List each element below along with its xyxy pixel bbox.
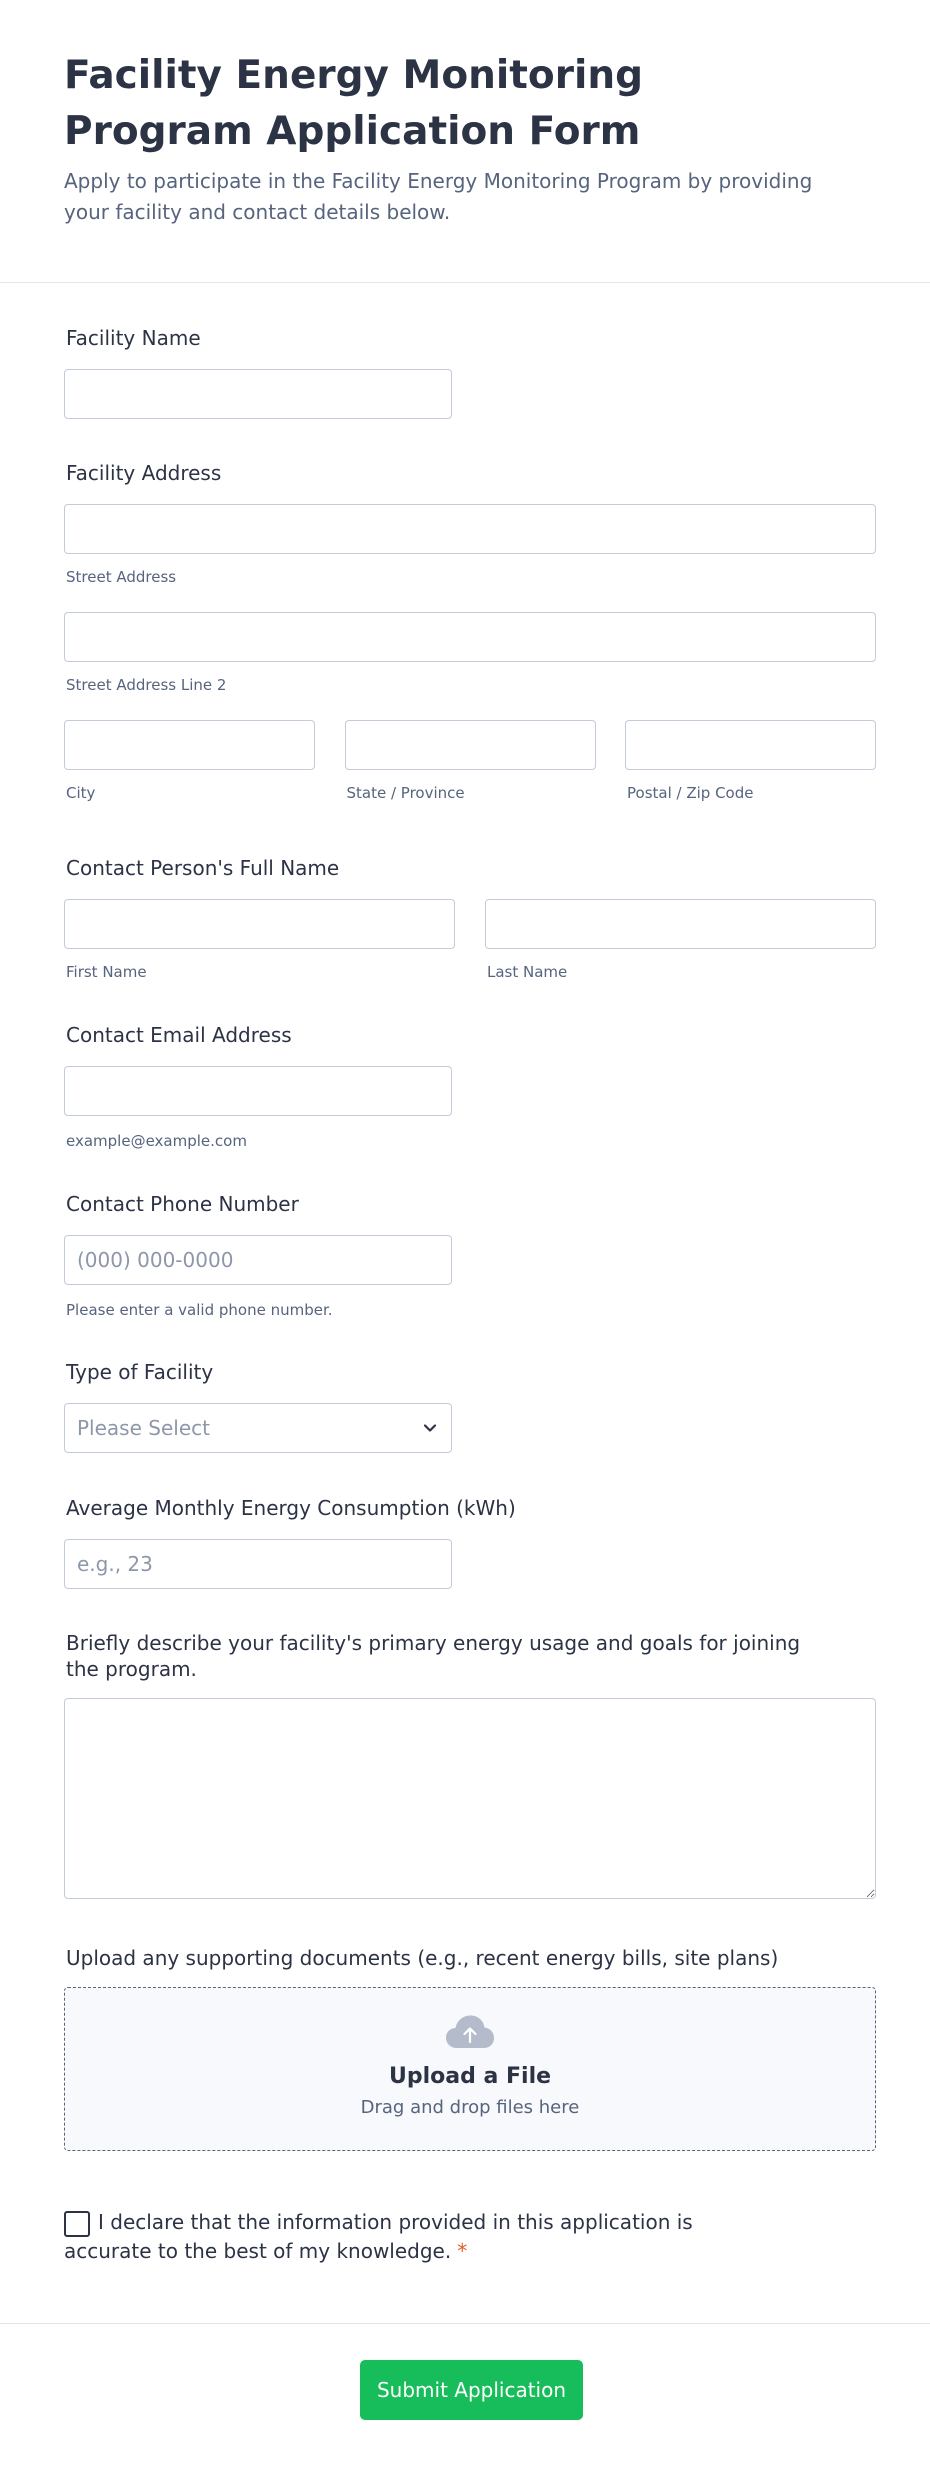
page-title: Facility Energy Monitoring Program Application Form xyxy=(64,53,644,154)
facility-address-label: Facility Address xyxy=(66,461,222,485)
upload-group xyxy=(64,1945,876,2151)
declaration-group xyxy=(64,2208,784,2265)
required-mark: * xyxy=(457,2238,468,2263)
contact-name-label: Contact Person's Full Name xyxy=(66,856,340,880)
contact-name-row xyxy=(64,899,876,981)
consumption-group xyxy=(64,1495,516,1589)
state-group xyxy=(345,720,596,802)
description-label: Briefly describe your facility's primary energy usage and goals for joining the program. xyxy=(66,1631,801,1681)
upload-title: Upload a File xyxy=(388,2064,552,2089)
city-sublabel: City xyxy=(66,784,96,802)
street-address-line2-sublabel: Street Address Line 2 xyxy=(66,676,227,694)
consumption-label: Average Monthly Energy Consumption (kWh) xyxy=(66,1496,516,1520)
contact-name-group xyxy=(64,855,876,981)
postal-input[interactable] xyxy=(625,720,876,770)
last-name-group xyxy=(485,899,876,981)
street-address-input[interactable] xyxy=(64,504,876,554)
upload-subtitle: Drag and drop files here xyxy=(360,2097,580,2118)
form-footer xyxy=(0,2323,930,2467)
chevron-down-icon xyxy=(423,1421,437,1435)
first-name-sublabel: First Name xyxy=(66,963,147,981)
cloud-upload-icon xyxy=(445,2014,495,2050)
description-textarea[interactable] xyxy=(64,1698,876,1899)
upload-label: Upload any supporting documents (e.g., recent energy bills, site plans) xyxy=(66,1946,779,1970)
first-name-group xyxy=(64,899,455,981)
consumption-input[interactable] xyxy=(64,1539,452,1589)
phone-sublabel: Please enter a valid phone number. xyxy=(66,1301,333,1319)
facility-name-input[interactable] xyxy=(64,369,452,419)
street-address-line2-input[interactable] xyxy=(64,612,876,662)
postal-group xyxy=(625,720,876,802)
email-input[interactable] xyxy=(64,1066,452,1116)
declaration-text: I declare that the information provided in this application is accurate to the best of my knowledge. xyxy=(64,2210,693,2263)
description-group xyxy=(64,1630,876,1899)
declaration-checkbox[interactable] xyxy=(64,2211,90,2237)
facility-name-label: Facility Name xyxy=(66,326,201,350)
phone-label: Contact Phone Number xyxy=(66,1192,299,1216)
email-label: Contact Email Address xyxy=(66,1023,292,1047)
email-group xyxy=(64,1022,452,1150)
facility-type-select[interactable] xyxy=(64,1403,452,1453)
submit-button[interactable]: Submit Application xyxy=(360,2360,583,2420)
last-name-sublabel: Last Name xyxy=(487,963,568,981)
city-state-zip-row xyxy=(64,720,876,802)
street-address-sublabel: Street Address xyxy=(66,568,177,586)
facility-type-label: Type of Facility xyxy=(66,1360,214,1384)
phone-input[interactable] xyxy=(64,1235,452,1285)
city-group xyxy=(64,720,315,802)
facility-name-group xyxy=(64,325,452,419)
last-name-input[interactable] xyxy=(485,899,876,949)
form-header xyxy=(0,0,930,283)
facility-type-group xyxy=(64,1359,452,1453)
facility-address-group xyxy=(64,460,876,802)
email-sublabel: example@example.com xyxy=(66,1132,247,1150)
state-sublabel: State / Province xyxy=(346,784,465,802)
first-name-input[interactable] xyxy=(64,899,455,949)
phone-group xyxy=(64,1191,452,1319)
declaration-text-block xyxy=(64,2208,784,2265)
file-upload-dropzone[interactable] xyxy=(64,1987,876,2151)
facility-type-placeholder: Please Select xyxy=(77,1416,210,1440)
page-subtitle: Apply to participate in the Facility Energy Monitoring Program by providing your facility and contact details below. xyxy=(64,169,813,224)
postal-sublabel: Postal / Zip Code xyxy=(627,784,754,802)
city-input[interactable] xyxy=(64,720,315,770)
state-input[interactable] xyxy=(345,720,596,770)
